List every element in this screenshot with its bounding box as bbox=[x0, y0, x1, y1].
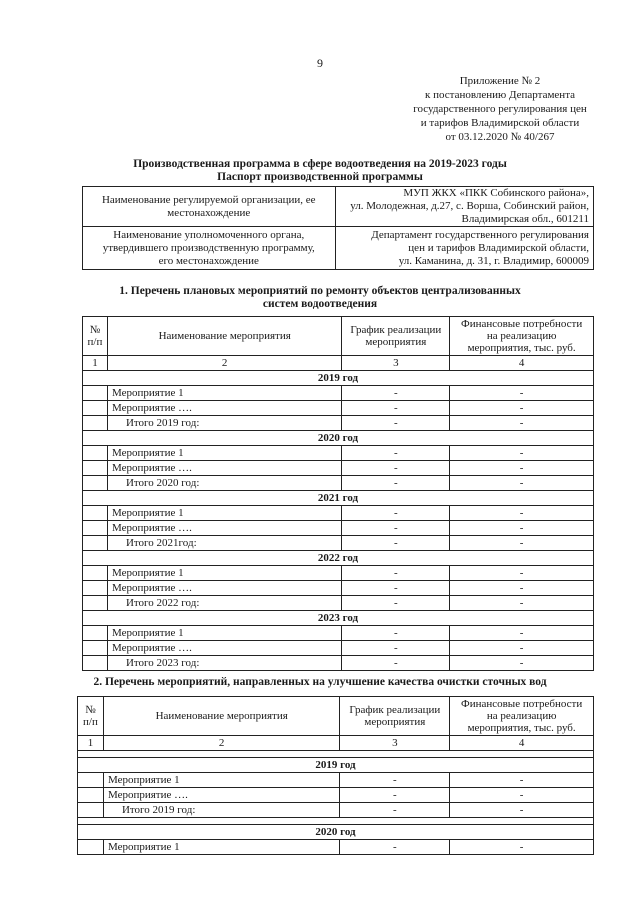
schedule-cell: - bbox=[342, 656, 450, 671]
finance-cell: - bbox=[450, 596, 594, 611]
label-line: Наименование регулируемой организации, ее bbox=[101, 193, 316, 206]
passport-value bbox=[335, 227, 594, 270]
total-row bbox=[83, 656, 594, 671]
header-line: п/п bbox=[87, 336, 103, 348]
table-row bbox=[83, 506, 594, 521]
column-number-row bbox=[78, 736, 594, 751]
value-line: Владимирская обл., 601211 bbox=[461, 213, 589, 225]
table-row bbox=[83, 446, 594, 461]
event-name: Мероприятие 1 bbox=[107, 386, 341, 401]
event-name: Мероприятие …. bbox=[107, 401, 341, 416]
section1-title-line: систем водоотведения bbox=[262, 298, 378, 310]
schedule-cell: - bbox=[342, 521, 450, 536]
header-line: Финансовые потребности bbox=[461, 318, 583, 330]
header-line: мероприятия, тыс. руб. bbox=[467, 722, 576, 734]
finance-cell: - bbox=[450, 656, 594, 671]
finance-cell: - bbox=[450, 386, 594, 401]
event-name: Мероприятие …. bbox=[107, 461, 341, 476]
schedule-cell: - bbox=[342, 566, 450, 581]
section2-title: 2. Перечень мероприятий, направленных на улучшение качества очистки сточных вод bbox=[93, 676, 547, 688]
col-number: 3 bbox=[342, 356, 450, 371]
label-line: утвердившего производственную программу, bbox=[102, 241, 315, 254]
section1-title-line: 1. Перечень плановых мероприятий по ремонту объектов централизованных bbox=[119, 285, 521, 297]
header-line: мероприятия, тыс. руб. bbox=[467, 342, 576, 354]
finance-cell: - bbox=[450, 788, 594, 803]
column-number-row bbox=[83, 356, 594, 371]
appendix-line: государственного регулирования цен bbox=[413, 103, 587, 115]
schedule-cell: - bbox=[340, 788, 450, 803]
spacer-row bbox=[78, 818, 594, 825]
table-row bbox=[83, 386, 594, 401]
finance-cell: - bbox=[450, 401, 594, 416]
spacer-row bbox=[78, 751, 594, 758]
value-line: цен и тарифов Владимирской области, bbox=[408, 241, 589, 254]
event-name: Мероприятие …. bbox=[107, 641, 341, 656]
finance-cell: - bbox=[450, 536, 594, 551]
schedule-cell: - bbox=[342, 401, 450, 416]
schedule-cell: - bbox=[342, 596, 450, 611]
event-name: Мероприятие 1 bbox=[107, 446, 341, 461]
event-name: Мероприятие 1 bbox=[103, 773, 339, 788]
treatment-measures-table bbox=[77, 696, 594, 855]
year-label: 2022 год bbox=[83, 551, 594, 566]
header-line: № bbox=[89, 324, 101, 336]
year-label: 2019 год bbox=[78, 758, 594, 773]
total-label: Итого 2020 год: bbox=[107, 476, 341, 491]
appendix-line: и тарифов Владимирской области bbox=[420, 117, 580, 129]
table-row bbox=[83, 581, 594, 596]
year-row bbox=[78, 825, 594, 840]
header-num bbox=[83, 317, 108, 356]
event-name: Мероприятие 1 bbox=[107, 566, 341, 581]
year-label: 2019 год bbox=[83, 371, 594, 386]
section1-title bbox=[0, 285, 640, 311]
finance-cell: - bbox=[450, 773, 594, 788]
value-line: ул. Каманина, д. 31, г. Владимир, 600009 bbox=[398, 254, 589, 267]
schedule-cell: - bbox=[342, 461, 450, 476]
header-schedule bbox=[342, 317, 450, 356]
table-row bbox=[78, 773, 594, 788]
finance-cell: - bbox=[450, 521, 594, 536]
header-finance bbox=[450, 317, 594, 356]
schedule-cell: - bbox=[340, 840, 450, 855]
year-row bbox=[83, 431, 594, 446]
col-number: 1 bbox=[83, 356, 108, 371]
finance-cell: - bbox=[450, 476, 594, 491]
passport-label bbox=[83, 187, 336, 227]
total-row bbox=[83, 416, 594, 431]
page-number: 9 bbox=[317, 56, 323, 70]
header-line: Финансовые потребности bbox=[461, 698, 583, 710]
year-label: 2021 год bbox=[83, 491, 594, 506]
repair-measures-table bbox=[82, 316, 594, 671]
year-row bbox=[83, 611, 594, 626]
passport-row-organization bbox=[83, 187, 594, 227]
total-label: Итого 2023 год: bbox=[107, 656, 341, 671]
finance-cell: - bbox=[450, 416, 594, 431]
schedule-cell: - bbox=[342, 641, 450, 656]
header-line: мероприятия bbox=[364, 716, 426, 728]
total-label: Итого 2021год: bbox=[107, 536, 341, 551]
document-title bbox=[0, 158, 640, 184]
header-line: № bbox=[85, 704, 96, 716]
total-label: Итого 2019 год: bbox=[107, 416, 341, 431]
label-line: Наименование уполномоченного органа, bbox=[113, 228, 305, 241]
header-num bbox=[78, 697, 104, 736]
finance-cell: - bbox=[450, 446, 594, 461]
schedule-cell: - bbox=[342, 386, 450, 401]
schedule-cell: - bbox=[342, 416, 450, 431]
schedule-cell: - bbox=[340, 803, 450, 818]
year-row bbox=[78, 758, 594, 773]
table-row bbox=[83, 521, 594, 536]
schedule-cell: - bbox=[342, 476, 450, 491]
header-line: График реализации bbox=[349, 704, 441, 716]
appendix-line: к постановлению Департамента bbox=[424, 89, 576, 101]
total-row bbox=[83, 536, 594, 551]
event-name: Мероприятие 1 bbox=[103, 840, 339, 855]
appendix-line: Приложение № 2 bbox=[459, 75, 541, 87]
col-number: 1 bbox=[78, 736, 104, 751]
total-row bbox=[83, 476, 594, 491]
col-number: 4 bbox=[450, 356, 594, 371]
schedule-cell: - bbox=[342, 536, 450, 551]
table-row bbox=[83, 626, 594, 641]
appendix-block bbox=[380, 74, 620, 144]
total-row bbox=[83, 596, 594, 611]
year-label: 2023 год bbox=[83, 611, 594, 626]
table-row bbox=[83, 461, 594, 476]
passport-table bbox=[82, 186, 594, 270]
col-number: 2 bbox=[107, 356, 341, 371]
total-label: Итого 2022 год: bbox=[107, 596, 341, 611]
schedule-cell: - bbox=[342, 506, 450, 521]
table-row bbox=[83, 401, 594, 416]
value-line: ул. Молодежная, д.27, с. Ворша, Собинский район, bbox=[350, 200, 589, 212]
header-name: Наименование мероприятия bbox=[107, 317, 341, 356]
year-row bbox=[83, 551, 594, 566]
event-name: Мероприятие …. bbox=[107, 581, 341, 596]
table-header-row bbox=[78, 697, 594, 736]
table-row bbox=[83, 566, 594, 581]
finance-cell: - bbox=[450, 461, 594, 476]
header-line: мероприятия bbox=[365, 336, 427, 348]
finance-cell: - bbox=[450, 566, 594, 581]
passport-title: Паспорт производственной программы bbox=[217, 171, 423, 183]
year-label: 2020 год bbox=[83, 431, 594, 446]
table-row bbox=[78, 788, 594, 803]
passport-row-authority bbox=[83, 227, 594, 270]
col-number: 2 bbox=[103, 736, 339, 751]
event-name: Мероприятие 1 bbox=[107, 506, 341, 521]
header-finance bbox=[450, 697, 594, 736]
finance-cell: - bbox=[450, 641, 594, 656]
year-label: 2020 год bbox=[78, 825, 594, 840]
header-line: График реализации bbox=[350, 324, 442, 336]
event-name: Мероприятие 1 bbox=[107, 626, 341, 641]
col-number: 4 bbox=[450, 736, 594, 751]
table-row bbox=[83, 641, 594, 656]
finance-cell: - bbox=[450, 506, 594, 521]
event-name: Мероприятие …. bbox=[107, 521, 341, 536]
passport-value bbox=[335, 187, 594, 227]
finance-cell: - bbox=[450, 803, 594, 818]
schedule-cell: - bbox=[342, 581, 450, 596]
finance-cell: - bbox=[450, 840, 594, 855]
header-name: Наименование мероприятия bbox=[103, 697, 339, 736]
label-line: местонахождение bbox=[167, 206, 251, 219]
header-line: на реализацию bbox=[486, 710, 557, 722]
table-row bbox=[78, 840, 594, 855]
header-schedule bbox=[340, 697, 450, 736]
appendix-line: от 03.12.2020 № 40/267 bbox=[445, 131, 555, 143]
finance-cell: - bbox=[450, 626, 594, 641]
total-row bbox=[78, 803, 594, 818]
table-header-row bbox=[83, 317, 594, 356]
header-line: на реализацию bbox=[486, 330, 557, 342]
event-name: Мероприятие …. bbox=[103, 788, 339, 803]
year-row bbox=[83, 371, 594, 386]
schedule-cell: - bbox=[342, 446, 450, 461]
value-line: МУП ЖКХ «ПКК Собинского района», bbox=[403, 187, 589, 199]
header-line: п/п bbox=[83, 716, 98, 728]
schedule-cell: - bbox=[342, 626, 450, 641]
year-row bbox=[83, 491, 594, 506]
col-number: 3 bbox=[340, 736, 450, 751]
total-label: Итого 2019 год: bbox=[103, 803, 339, 818]
label-line: его местонахождение bbox=[158, 254, 259, 267]
passport-label bbox=[83, 227, 336, 270]
schedule-cell: - bbox=[340, 773, 450, 788]
finance-cell: - bbox=[450, 581, 594, 596]
program-title: Производственная программа в сфере водоотведения на 2019-2023 годы bbox=[133, 158, 507, 170]
value-line: Департамент государственного регулирования bbox=[371, 228, 589, 241]
